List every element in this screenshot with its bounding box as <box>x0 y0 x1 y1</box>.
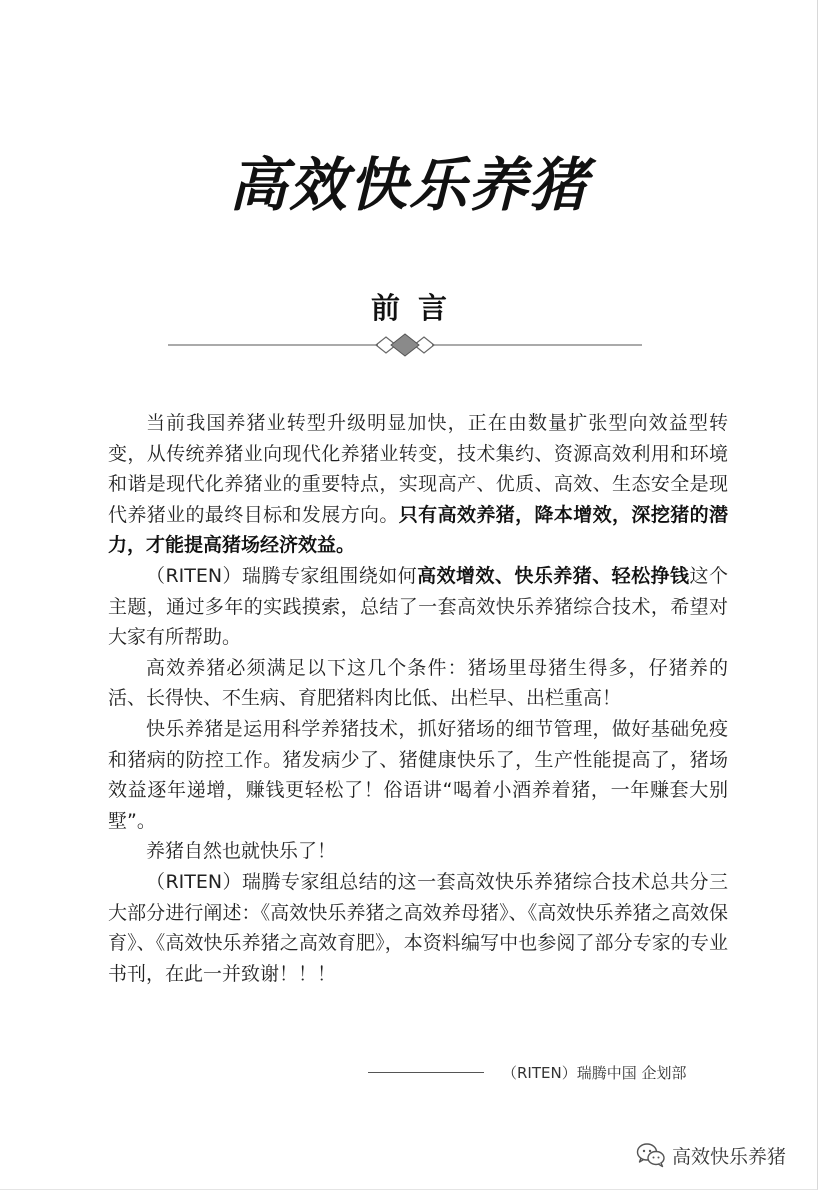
paragraph-5: 养猪自然也就快乐了！ <box>146 840 337 863</box>
preface-heading: 前言 <box>370 291 465 325</box>
paragraph-1-emphasis: 只有高效养猪，降本增效，深挖猪的潜力，才能提高猪场经济效益。 <box>108 503 728 557</box>
signature-text: （RITEN）瑞腾中国 企划部 <box>502 1064 687 1082</box>
watermark <box>636 1140 786 1170</box>
paragraph-3: 高效养猪必须满足以下这几个条件：猪场里母猪生得多，仔猪养的活、长得快、不生病、育肥猪料肉比低、出栏早、出栏重高！ <box>108 656 728 710</box>
ornamental-divider <box>168 333 642 357</box>
paragraph-2: （RITEN）瑞腾专家组围绕如何高效增效、快乐养猪、轻松挣钱这个主题，通过多年的实践摸索，总结了一套高效快乐养猪综合技术，希望对大家有所帮助。 <box>108 564 728 649</box>
signature-line <box>368 1072 484 1073</box>
paragraph-2-emphasis: 高效增效、快乐养猪、轻松挣钱 <box>417 564 690 587</box>
paragraph-6: （RITEN）瑞腾专家组总结的这一套高效快乐养猪综合技术总共分三大部分进行阐述：《高效快乐养猪之高效养母猪》、《高效快乐养猪之高效保育》、《高效快乐养猪之高效育肥》，本资料编写中也参阅了部分专家的专业书刊，在此一并致谢！！！ <box>108 870 728 985</box>
preface-body <box>108 408 728 989</box>
main-title: 高效快乐养猪 <box>228 151 589 219</box>
watermark-text: 高效快乐养猪 <box>672 1145 787 1168</box>
paragraph-1: 当前我国养猪业转型升级明显加快，正在由数量扩张型向效益型转变，从传统养猪业向现代化养猪业转变，技术集约、资源高效利用和环境和谐是现代化养猪业的重要特点，实现高产、优质、高效、生态安全是现代养猪业的最终目标和发展方向。只有高效养猪，降本增效，深挖猪的潜力，才能提高猪场经济效益。 <box>108 412 728 557</box>
paragraph-4: 快乐养猪是运用科学养猪技术，抓好猪场的细节管理，做好基础免疫和猪病的防控工作。猪发病少了、猪健康快乐了，生产性能提高了，猪场效益逐年递增，赚钱更轻松了！俗语讲“喝着小酒养着猪，一年赚套大别墅”。 <box>108 717 728 832</box>
wechat-icon <box>636 1142 666 1168</box>
signature <box>368 1062 728 1084</box>
